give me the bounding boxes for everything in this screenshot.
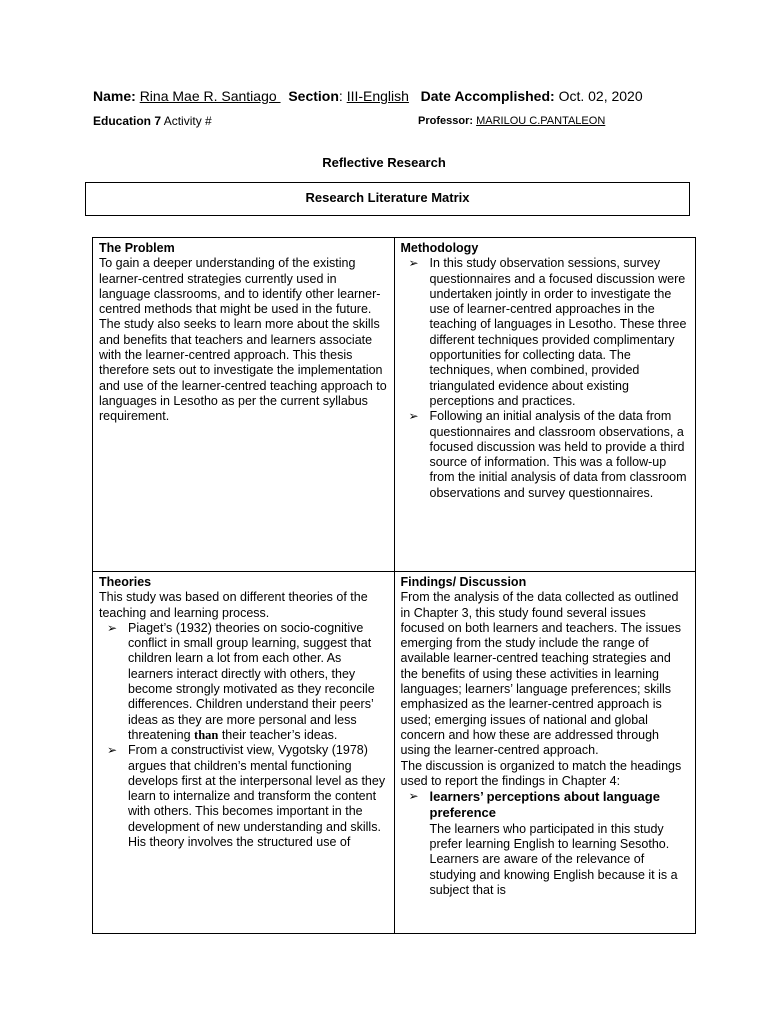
findings-paragraph-2: The discussion is organized to match the headings used to report the findings in Chapter 4: [400, 758, 682, 788]
table-row [93, 572, 696, 934]
theories-bullet-2: From a constructivist view, Vygotsky (1978) argues that children’s mental functioning develops first at the interpersonal level as they learn to internalize and transform the content with others. This becomes important in the development of new understanding and skills. His theory involves the structured use of [128, 743, 386, 850]
findings-subtext: The learners who participated in this study prefer learning English to learning Sesotho. Learners are aware of the relevance of studying and knowing English because it is a subject that is [429, 821, 678, 897]
problem-cell [93, 238, 395, 572]
findings-paragraph-1: From the analysis of the data collected as outlined in Chapter 3, this study found several issues focused on both learners and teachers. The issues emerging from the study include the range of available learner-centred teaching strategies and the benefits of using these activities in learning languages; learners’ language preferences; skills emphasized as the learner-centred approach is used; emerging issues of national and global concern and how these are addressed through using the learner-centred approach. [400, 590, 681, 758]
findings-subheading: learners’ perceptions about language preference [429, 789, 660, 821]
methodology-list [401, 256, 691, 501]
section-value: III-English [346, 88, 409, 104]
methodology-heading: Methodology [400, 241, 479, 255]
theories-bullet-1-text: Piaget’s (1932) theories on socio-cognitive conflict in small group learning, suggest that children learn a lot from each other. As learners interact directly with others, they become strongly motivated as they reconcile differences. Children understand their peers’ ideas as they are more personal and less threatening [128, 620, 375, 742]
problem-heading: The Problem [99, 241, 175, 255]
arrow-bullet-icon: ➢ [107, 743, 118, 758]
methodology-cell [394, 238, 696, 572]
section-label: Section [288, 88, 339, 104]
arrow-bullet-icon: ➢ [408, 256, 419, 271]
arrow-bullet-icon: ➢ [107, 620, 118, 635]
theories-list [99, 621, 389, 850]
date-value: Oct. 02, 2020 [558, 88, 643, 104]
matrix-title-box [85, 182, 690, 216]
findings-heading: Findings/ Discussion [400, 575, 527, 589]
professor-label: Professor: [418, 115, 474, 127]
list-item [107, 620, 389, 743]
literature-matrix-table [92, 237, 696, 934]
arrow-bullet-icon: ➢ [408, 409, 419, 424]
findings-list [401, 789, 691, 898]
findings-cell [394, 572, 696, 934]
problem-text: To gain a deeper understanding of the existing learner-centred strategies currently used in language classrooms, and to identify other learner-centred methods that might be used in the future. The study also seeks to learn more about the skills and benefits that teachers and learners associate with the learner-centred approach. This thesis therefore sets out to investigate the implementation and use of the learner-centred teaching approach to languages in Lesotho as per the current syllabus requirement. [99, 256, 387, 424]
activity-label: Activity # [163, 114, 212, 128]
name-value: Rina Mae R. Santiago [139, 88, 281, 104]
matrix-title: Research Literature Matrix [305, 190, 470, 205]
student-info-line: Name: Rina Mae R. Santiago Section: III-English Date Accomplished: Oct. 02, 2020 [93, 88, 643, 104]
date-label: Date Accomplished: [420, 88, 555, 104]
theories-intro: This study was based on different theories of the teaching and learning process. [99, 590, 368, 620]
professor-value: MARILOU C.PANTALEON [476, 115, 606, 127]
theories-bullet-1-end: their teacher’s ideas. [218, 727, 338, 742]
theories-bullet-1-bold: than [194, 727, 219, 742]
theories-cell [93, 572, 395, 934]
name-label: Name: [93, 88, 136, 104]
course-name: Education 7 [93, 114, 162, 128]
page-title: Reflective Research [322, 155, 446, 170]
table-row [93, 238, 696, 572]
list-item [408, 256, 691, 409]
arrow-bullet-icon: ➢ [408, 789, 419, 804]
list-item [107, 743, 389, 850]
theories-heading: Theories [99, 575, 152, 589]
professor-line [418, 115, 605, 127]
course-line [93, 114, 212, 128]
list-item [408, 409, 691, 501]
list-item [408, 789, 691, 898]
methodology-bullet-2: Following an initial analysis of the data from questionnaires and classroom observations, a focused discussion was held to provide a third source of information. This was a follow-up from the initial analysis of data from classroom observations and survey questionnaires. [429, 409, 687, 500]
methodology-bullet-1: In this study observation sessions, survey questionnaires and a focused discussion were undertaken jointly in order to investigate the use of learner-centred approaches in the teaching of languages in Lesotho. These three different techniques provided complimentary opportunities for collecting data. The techniques, when combined, provided triangulated evidence about existing perceptions and practices. [429, 256, 687, 408]
